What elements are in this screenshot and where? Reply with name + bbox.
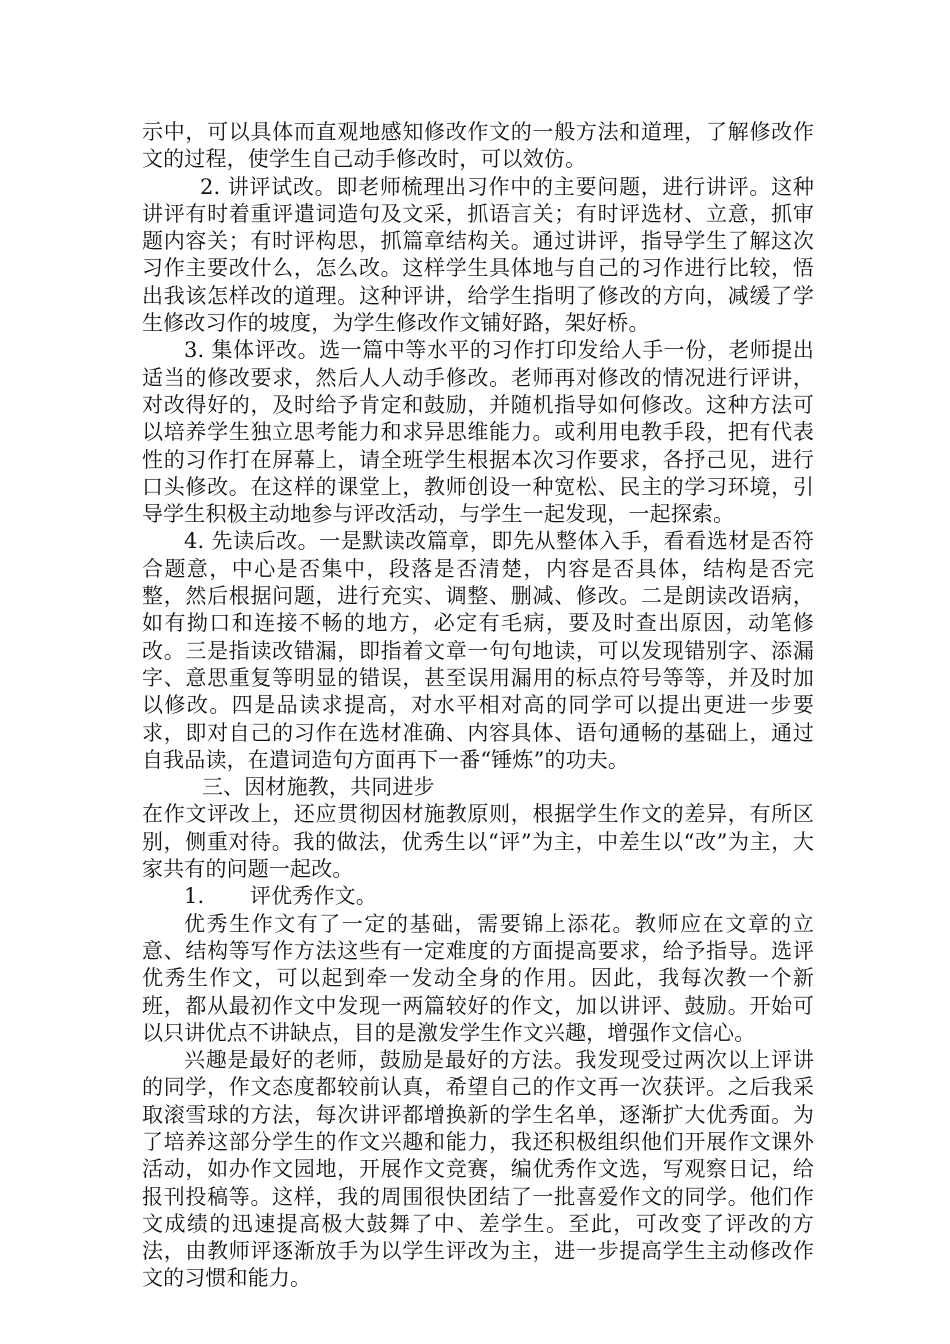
list-number: 1. bbox=[184, 884, 205, 909]
paragraph-item-4: 4. 先读后改。一是默读改篇章，即先从整体入手，看看选材是否符合题意，中心是否集中，段落是否清楚，内容是否具体，结构是否完整，然后根据问题，进行充实、调整、删减、修改。二是朗读改语病，如有拗口和连接不畅的地方，必定有毛病，要及时查出原因，动笔修改。三是指读改错漏，即指着文章一句句地读，可以发现错别字、添漏字、意思重复等明显的错误，甚至误用漏用的标点符号等等，并及时加以修改。四是品读求提高，对水平相对高的同学可以提出更进一步要求，即对自己的习作在选材准确、内容具体、语句通畅的基础上，通过自我品读，在遣词造句方面再下一番“锤炼”的功夫。 bbox=[142, 529, 814, 772]
list-item-text: 评优秀作文。 bbox=[250, 884, 377, 909]
paragraph-item-2: 2. 讲评试改。即老师梳理出习作中的主要问题，进行讲评。这种讲评有时着重评遣词造句及文采，抓语言关；有时评选材、立意，抓审题内容关；有时评构思，抓篇章结构关。通过讲评，指导学生了解这次习作主要改什么，怎么改。这样学生具体地与自己的习作进行比较，悟出我该怎样改的道理。这种评讲，给学生指明了修改的方向，减缓了学生修改习作的坡度，为学生修改作文铺好路，架好桥。 bbox=[142, 174, 814, 336]
document-body bbox=[142, 119, 814, 1293]
paragraph-item-3: 3. 集体评改。选一篇中等水平的习作打印发给人手一份，老师提出适当的修改要求，然后人人动手修改。老师再对修改的情况进行评讲，对改得好的，及时给予肯定和鼓励，并随机指导如何修改。这种方法可以培养学生独立思考能力和求异思维能力。或利用电教手段，把有代表性的习作打在屏幕上，请全班学生根据本次习作要求，各抒己见，进行口头修改。在这样的课堂上，教师创设一种宽松、民主的学习环境，引导学生积极主动地参与评改活动，与学生一起发现，一起探索。 bbox=[142, 338, 814, 527]
section-heading: 三、因材施教，共同进步 bbox=[202, 775, 435, 800]
paragraph-section-intro: 在作文评改上，还应贯彻因材施教原则，根据学生作文的差异，有所区别，侧重对待。我的做法，优秀生以“评”为主，中差生以“改”为主，大家共有的问题一起改。 bbox=[142, 802, 814, 882]
paragraph-excellent-students: 优秀生作文有了一定的基础，需要锦上添花。教师应在文章的立意、结构等写作方法这些有一定难度的方面提高要求，给予指导。选评优秀生作文，可以起到牵一发动全身的作用。因此，我每次教一个新班，都从最初作文中发现一两篇较好的作文，加以讲评、鼓励。开始可以只讲优点不讲缺点，目的是激发学生作文兴趣，增强作文信心。 bbox=[142, 911, 814, 1045]
paragraph-continuation: 示中，可以具体而直观地感知修改作文的一般方法和道理，了解修改作文的过程，使学生自己动手修改时，可以效仿。 bbox=[142, 120, 814, 172]
list-item-heading bbox=[142, 883, 814, 910]
paragraph-interest: 兴趣是最好的老师，鼓励是最好的方法。我发现受过两次以上评讲的同学，作文态度都较前认真，希望自己的作文再一次获评。之后我采取滚雪球的方法，每次讲评都增换新的学生名单，逐渐扩大优秀面。为了培养这部分学生的作文兴趣和能力，我还积极组织他们开展作文课外活动，如办作文园地，开展作文竞赛，编优秀作文选，写观察日记，给报刊投稿等。这样，我的周围很快团结了一批喜爱作文的同学。他们作文成绩的迅速提高极大鼓舞了中、差学生。至此，可改变了评改的方法，由教师评逐渐放手为以学生评改为主，进一步提高学生主动修改作文的习惯和能力。 bbox=[142, 1048, 814, 1291]
